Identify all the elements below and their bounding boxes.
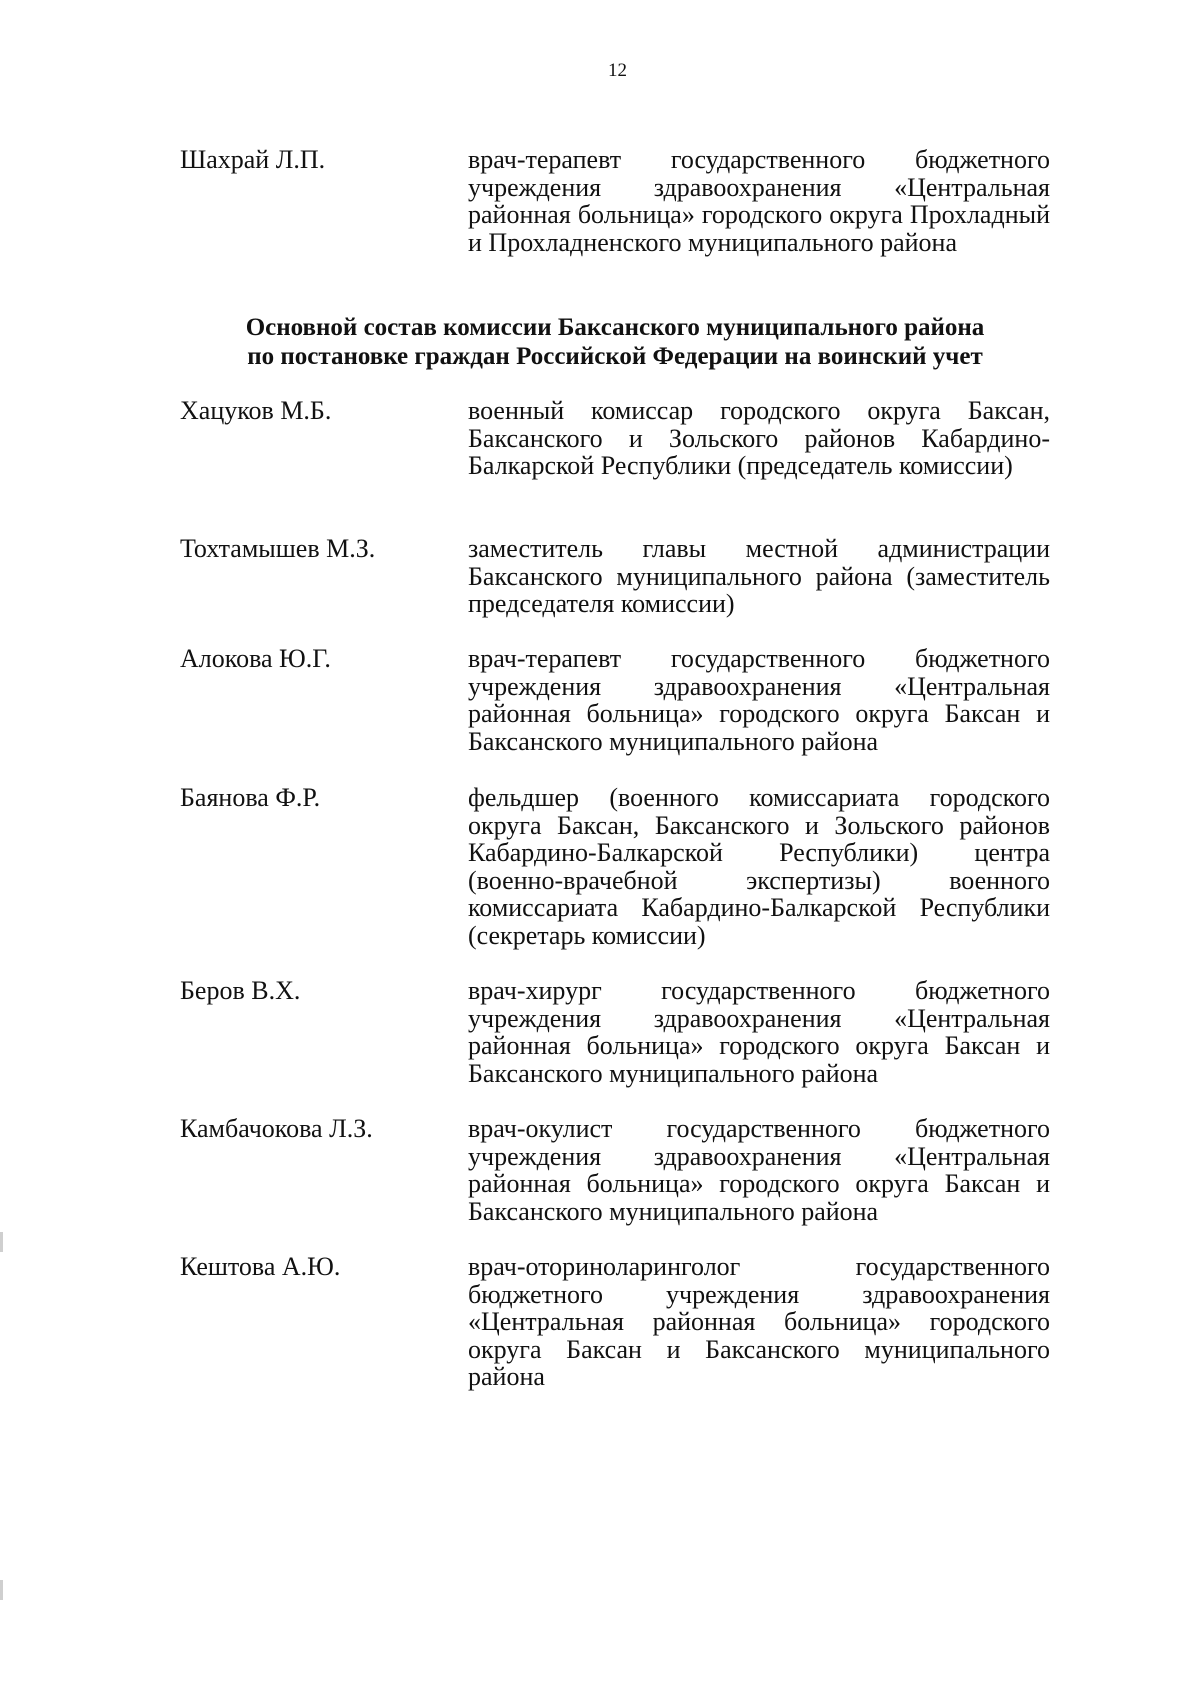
member-role: врач-хирург государственного бюджетного учреждения здравоохранения «Центральная районная больница» городского округа Баксан и Баксанского муниципального района (468, 976, 1050, 1088)
section-heading-line-2: по постановке граждан Российской Федерации на воинский учет (247, 343, 983, 370)
member-name: Алокова Ю.Г. (180, 644, 331, 673)
page-number: 12 (608, 60, 627, 81)
member-name: Хацуков М.Б. (180, 396, 332, 425)
member-role: врач-окулист государственного бюджетного учреждения здравоохранения «Центральная районная больница» городского округа Баксан и Баксанского муниципального района (468, 1114, 1050, 1226)
member-role: врач-терапевт государственного бюджетного учреждения здравоохранения «Центральная районная больница» городского округа Баксан и Баксанского муниципального района (468, 644, 1050, 756)
member-name: Беров В.Х. (180, 976, 301, 1005)
member-name: Баянова Ф.Р. (180, 783, 321, 812)
member-role: врач-терапевт государственного бюджетного учреждения здравоохранения «Центральная районная больница» городского округа Прохладный и Прохладненского муниципального района (468, 145, 1050, 257)
member-role: военный комиссар городского округа Баксан, Баксанского и Зольского районов Кабардино-Балкарской Республики (председатель комиссии) (468, 396, 1050, 481)
member-name: Шахрай Л.П. (180, 145, 326, 174)
scan-edge-mark (0, 1232, 3, 1252)
member-name: Тохтамышев М.З. (180, 534, 376, 563)
member-role: фельдшер (военного комиссариата городского округа Баксан, Баксанского и Зольского районов Кабардино-Балкарской Республики) центра (военно-врачебной экспертизы) военного комиссариата Кабардино-Балкарской Республики (секретарь комиссии) (468, 783, 1050, 950)
member-name: Камбачокова Л.З. (180, 1114, 373, 1143)
member-role: заместитель главы местной администрации Баксанского муниципального района (заместитель председателя комиссии) (468, 534, 1050, 619)
section-heading (180, 313, 1050, 371)
section-heading-line-1: Основной состав комиссии Баксанского муниципального района (245, 314, 985, 341)
scan-edge-mark (0, 1580, 3, 1600)
member-name: Кештова А.Ю. (180, 1252, 341, 1281)
member-role: врач-оториноларинголог государственного бюджетного учреждения здравоохранения «Центральная районная больница» городского округа Баксан и Баксанского муниципального района (468, 1252, 1050, 1392)
